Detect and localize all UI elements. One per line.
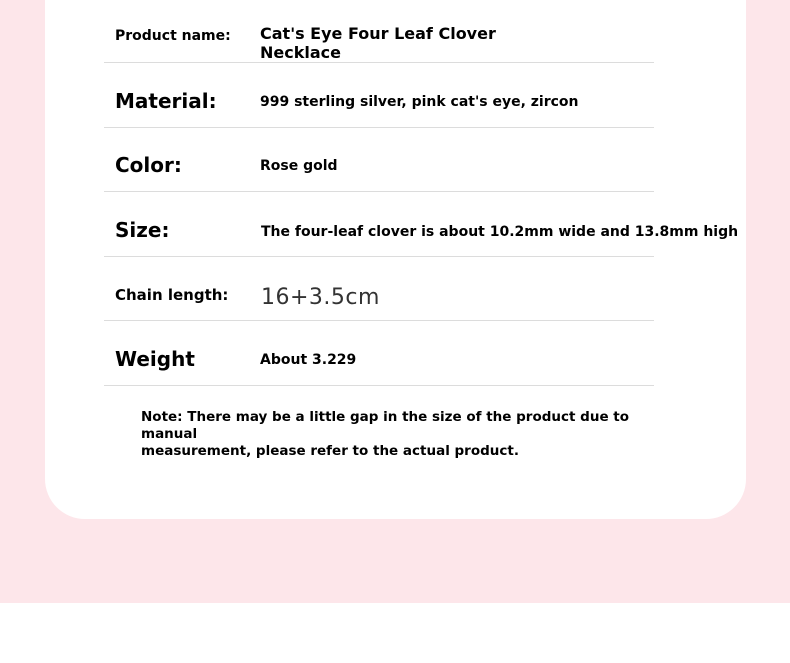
spec-value-weight: About 3.229 xyxy=(260,352,357,368)
spec-value-product-name-line2: Necklace xyxy=(260,43,341,62)
spec-label-product-name: Product name: xyxy=(115,28,231,44)
spec-row-material xyxy=(104,62,654,128)
spec-value-product-name-line1: Cat's Eye Four Leaf Clover xyxy=(260,24,496,43)
spec-row-product-name xyxy=(104,0,654,63)
spec-value-color: Rose gold xyxy=(260,158,338,174)
spec-label-color: Color: xyxy=(115,153,182,177)
spec-value-chain-length: 16+3.5cm xyxy=(261,285,380,310)
spec-row-chain-length xyxy=(104,256,654,321)
spec-row-size xyxy=(104,191,739,257)
spec-value-size: The four-leaf clover is about 10.2mm wide and 13.8mm high xyxy=(261,224,739,240)
spec-row-weight xyxy=(104,320,654,386)
spec-label-weight: Weight xyxy=(115,347,195,371)
measurement-note-line2: measurement, please refer to the actual product. xyxy=(141,443,519,459)
spec-value-material: 999 sterling silver, pink cat's eye, zircon xyxy=(260,94,579,110)
measurement-note xyxy=(141,409,661,460)
spec-label-chain-length: Chain length: xyxy=(115,286,229,304)
measurement-note-line1: Note: There may be a little gap in the size of the product due to manual xyxy=(141,409,630,442)
spec-label-size: Size: xyxy=(115,218,170,242)
spec-label-material: Material: xyxy=(115,89,217,113)
spec-row-color xyxy=(104,127,654,192)
